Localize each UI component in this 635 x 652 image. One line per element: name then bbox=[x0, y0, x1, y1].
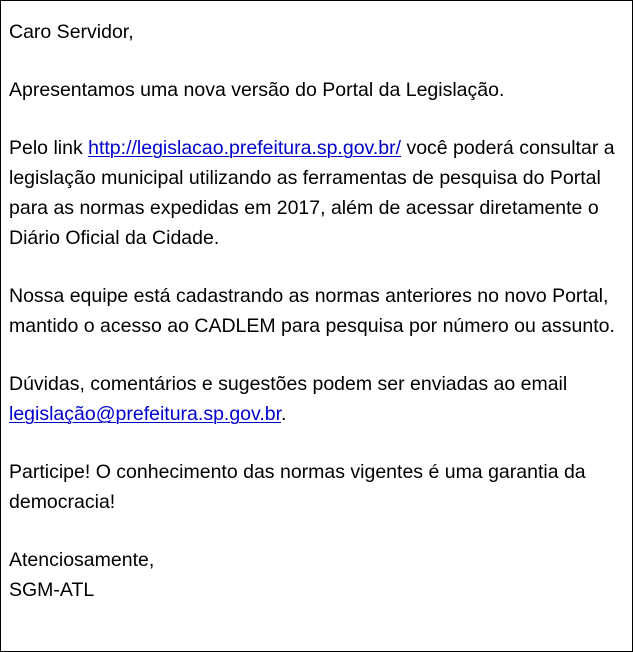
greeting: Caro Servidor, bbox=[9, 21, 134, 43]
portal-link[interactable]: http://legislacao.prefeitura.sp.gov.br/ bbox=[88, 137, 402, 159]
team-paragraph: Nossa equipe está cadastrando as normas anteriores no novo Portal, mantido o acesso ao CADLEM para pesquisa por número ou assunto. bbox=[9, 285, 615, 337]
signature: SGM-ATL bbox=[9, 579, 95, 601]
participate-paragraph: Participe! O conhecimento das normas vigentes é uma garantia da democracia! bbox=[9, 461, 586, 513]
link-trail-text: você poderá consultar a legislação municipal utilizando as ferramentas de pesquisa do Portal para as normas expedidas em 2017, além de acessar diretamente o Diário Oficial da Cidade. bbox=[9, 137, 615, 249]
email-paragraph bbox=[9, 369, 631, 429]
email-link[interactable]: legislação@prefeitura.sp.gov.br bbox=[9, 403, 282, 425]
portal-link-paragraph bbox=[9, 133, 631, 253]
message-body bbox=[9, 17, 631, 605]
closing: Atenciosamente, bbox=[9, 549, 155, 571]
link-lead-text: Pelo link bbox=[9, 137, 89, 159]
email-lead-text: Dúvidas, comentários e sugestões podem ser enviadas ao email bbox=[9, 373, 568, 395]
email-trail-text: . bbox=[281, 403, 287, 425]
intro-paragraph: Apresentamos uma nova versão do Portal da Legislação. bbox=[9, 79, 505, 101]
